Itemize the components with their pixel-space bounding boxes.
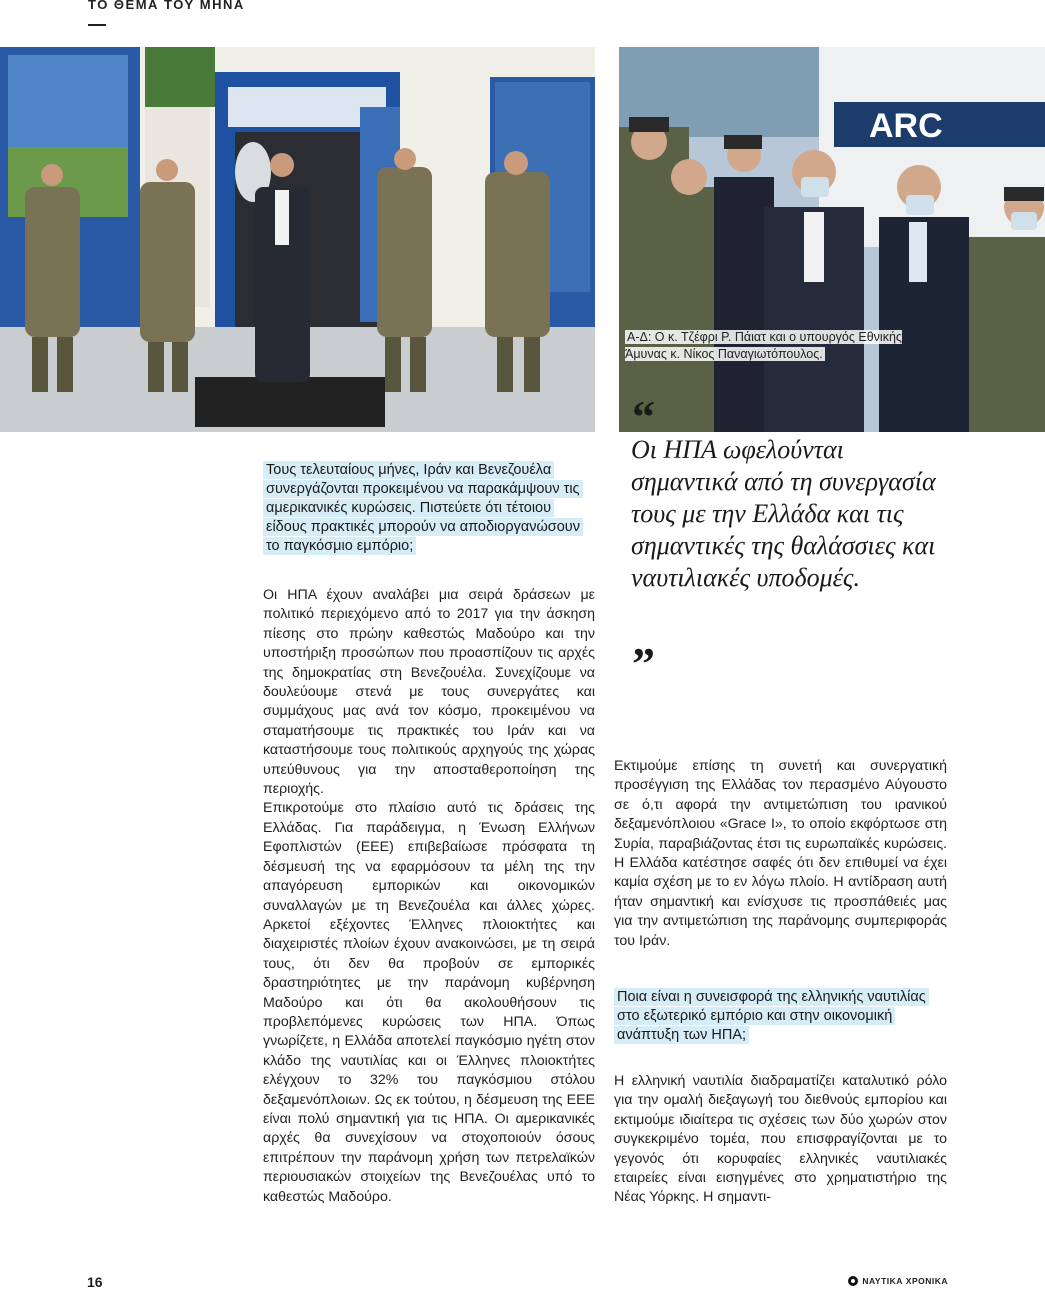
- right-paragraph-2: Η ελληνική ναυτιλία διαδραματίζει καταλυτικό ρόλο για την ομαλή διεξαγωγή του διεθνούς εμπορίου και εκτιμούμε ιδιαίτερα τις σχέσεις των δύο χωρών στον συγκεκριμένο τομέα, που επισφραγίζονται με το γεγονός ότι κορυφαίες ελληνικές ναυτιλιακές εταιρείες είναι εισηγμένες στο χρηματιστήριο της Νέας Υόρκης. Η σημαντι-: [614, 1073, 947, 1206]
- interview-question-2: [614, 988, 949, 1045]
- close-quote-icon: ”: [632, 638, 655, 689]
- left-column-body: [263, 586, 595, 1207]
- right-paragraph-1: Εκτιμούμε επίσης τη συνετή και συνεργατική προσέγγιση της Ελλάδας τον περασμένο Αύγουστο σε ό,τι αφορά την αντιμετώπιση του ιρανικού δεξαμενόπλοιου «Grace I», το οποίο εκφόρτωσε στη Συρία, παραβιάζοντας έτσι τις ευρωπαϊκές κυρώσεις. Η Ελλάδα κατέστησε σαφές ότι δεν επιθυμεί να έχει καμία σχέση με το εν λόγω πλοίο. Η αντίδραση αυτή ήταν σημαντική και ενίσχυσε τις προσπάθειές μας για την αντιμετώπιση της παράνομης συμπεριφοράς του Ιράν.: [614, 758, 947, 949]
- open-quote-icon: “: [632, 391, 655, 442]
- footer-brand: [848, 1276, 948, 1286]
- photo-caption: [625, 329, 925, 363]
- interview-question-1: [263, 461, 593, 556]
- ship-name-text: ARC: [869, 107, 943, 145]
- section-label: ΤΟ ΘΕΜΑ ΤΟΥ ΜΗΝΑ: [88, 0, 245, 12]
- right-column-body-2: [614, 1072, 947, 1208]
- photo-officers-building: [0, 47, 595, 432]
- photo-minister-ambassador: [619, 47, 1045, 432]
- interview-question-1-text: Τους τελευταίους μήνες, Ιράν και Βενεζουέλα συνεργάζονται προκειμένου να παρακάμψουν τις αμερικανικές κυρώσεις. Πιστεύετε ότι τέτοιου είδους πρακτικές μπορούν να αποδιοργανώσουν το παγκόσμιο εμπόριο;: [263, 461, 583, 555]
- page-number: 16: [87, 1274, 103, 1290]
- left-paragraph-2: Επικροτούμε στο πλαίσιο αυτό τις δράσεις της Ελλάδας. Για παράδειγμα, η Ένωση Ελλήνων Εφοπλιστών (ΕΕΕ) επιβεβαίωσε πρόσφατα τη δέσμευσή της να εφαρμόσουν τα μέλη της την απαγόρευση εμπορικών και οικονομικών συναλλαγών με τη Βενεζουέλα και άλλες χώρες. Αρκετοί εξέχοντες Έλληνες πλοιοκτήτες και διαχειριστές πλοίων έχουν ανακοινώσει, με τη σειρά τους, ότι δεν θα προβούν σε εμπορικές δραστηριότητες με την παράνομη κυβέρνηση Μαδούρο και ότι θα ακολουθήσουν τις προβλεπόμενες κυρώσεις των ΗΠΑ. Όπως γνωρίζετε, η Ελλάδα αποτελεί παγκόσμιο ηγέτη στον κλάδο της ναυτιλίας και οι Έλληνες πλοιοκτήτες ελέγχουν το 32% του παγκόσμιου στόλου δεξαμενόπλοιων. Ως εκ τούτου, η δέσμευση της ΕΕΕ είναι πολύ σημαντική για τις ΗΠΑ. Οι αμερικανικές αρχές θα συνεχίσουν να στοχοποιούν όσους επιτρέπουν την παράνομη χρήση των πετρελαϊκών περιουσιακών στοιχείων της Βενεζουέλας υπό το καθεστώς Μαδούρο.: [263, 800, 595, 1205]
- photo-caption-text: Α-Δ: Ο κ. Τζέφρι Ρ. Πάιατ και ο υπουργός Εθνικής Άμυνας κ. Νίκος Παναγιωτόπουλος.: [625, 330, 902, 361]
- brand-name: ΝΑΥΤΙΚΑ ΧΡΟΝΙΚΑ: [862, 1276, 948, 1286]
- right-column-body-1: [614, 757, 947, 951]
- brand-logo-icon: [848, 1276, 858, 1286]
- left-paragraph-1: Οι ΗΠΑ έχουν αναλάβει μια σειρά δράσεων με πολιτικό περιεχόμενο από το 2017 για την άσκηση πίεσης στο πρώην καθεστώς Μαδούρο και την υποστήριξη προσώπων που προασπίζουν τις αρχές της δημοκρατίας στη Βενεζουέλα. Συνεχίζουμε να δουλεύουμε στενά με τους συνεργάτες και συμμάχους μας ανά τον κόσμο, προκειμένου να σταματήσουμε τις πρακτικές του Ιράν και να καταστήσουμε τους πολιτικούς αρχηγούς της χώρας υπεύθυνους για την αποσταθεροποίηση της περιοχής.: [263, 587, 595, 798]
- interview-question-2-text: Ποια είναι η συνεισφορά της ελληνικής ναυτιλίας στο εξωτερικό εμπόριο και στην οικονομική ανάπτυξη των ΗΠΑ;: [614, 988, 929, 1044]
- section-divider: [88, 24, 106, 26]
- pull-quote: Οι ΗΠΑ ωφελούνται σημαντικά από τη συνεργασία τους με την Ελλάδα και τις σημαντικές της θαλάσσιες και ναυτιλιακές υποδομές.: [631, 435, 936, 592]
